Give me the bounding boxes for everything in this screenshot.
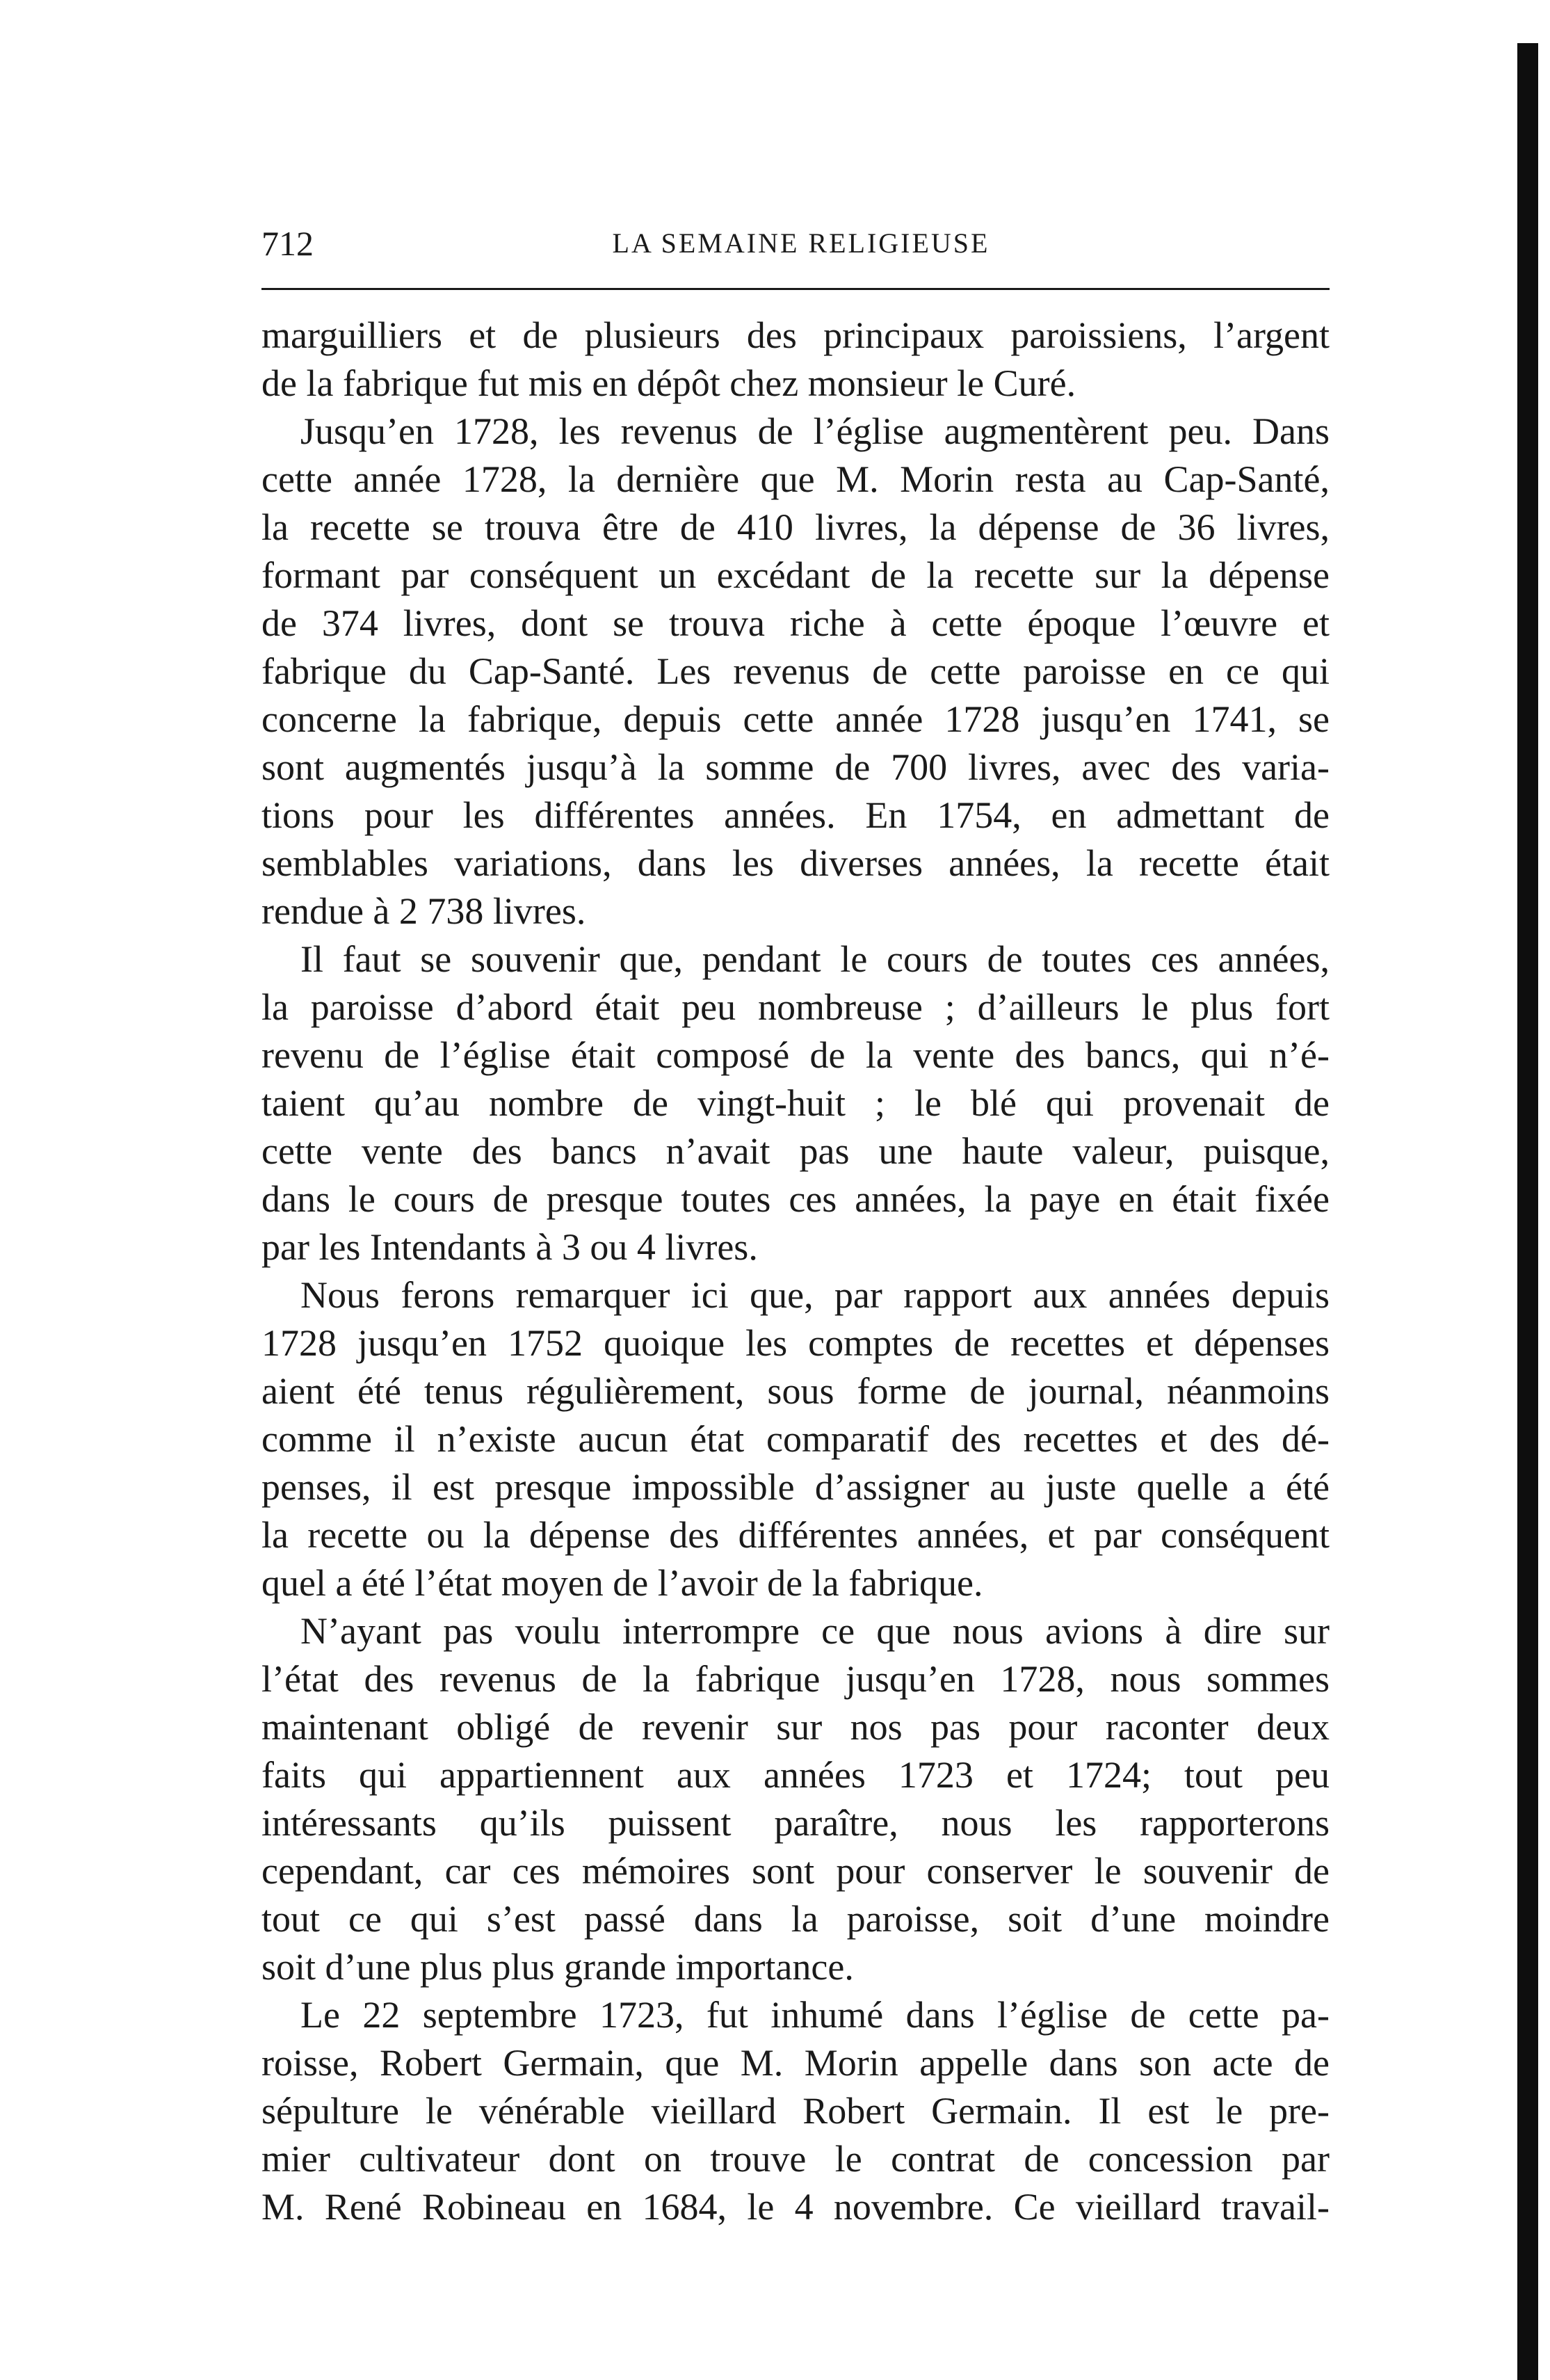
text-line: par les Intendants à 3 ou 4 livres. [261, 1226, 758, 1268]
text-line: sépulture le vénérable vieillard Robert Germain. Il est le pre- [261, 2090, 1330, 2132]
text-line: faits qui appartiennent aux années 1723 et 1724; tout peu [261, 1754, 1330, 1796]
paragraph [261, 408, 1330, 935]
text-line: taient qu’au nombre de vingt-huit ; le blé qui provenait de [261, 1082, 1330, 1124]
paragraph [261, 1991, 1330, 2231]
text-line: formant par conséquent un excédant de la recette sur la dépense [261, 554, 1330, 596]
text-line: fabrique du Cap-Santé. Les revenus de cette paroisse en ce qui [261, 650, 1330, 692]
text-line: cette année 1728, la dernière que M. Morin resta au Cap-Santé, [261, 458, 1330, 500]
text-line: marguilliers et de plusieurs des principaux paroissiens, l’argent [261, 314, 1330, 356]
text-line: la recette ou la dépense des différentes années, et par conséquent [261, 1514, 1330, 1556]
text-line: Il faut se souvenir que, pendant le cours de toutes ces années, [300, 938, 1330, 980]
paragraph [261, 1271, 1330, 1607]
text-line: soit d’une plus plus grande importance. [261, 1946, 854, 1988]
text-line: Le 22 septembre 1723, fut inhumé dans l’église de cette pa- [300, 1994, 1330, 2036]
text-line: penses, il est presque impossible d’assigner au juste quelle a été [261, 1466, 1330, 1508]
running-title: LA SEMAINE RELIGIEUSE [612, 227, 990, 259]
scan-edge-shadow [1517, 43, 1538, 2380]
header-rule [261, 288, 1330, 290]
text-line: cette vente des bancs n’avait pas une haute valeur, puisque, [261, 1130, 1330, 1172]
text-line: comme il n’existe aucun état comparatif des recettes et des dé- [261, 1418, 1330, 1460]
text-line: quel a été l’état moyen de l’avoir de la fabrique. [261, 1562, 983, 1604]
text-line: Jusqu’en 1728, les revenus de l’église augmentèrent peu. Dans [300, 410, 1330, 452]
text-line: 1728 jusqu’en 1752 quoique les comptes de recettes et dépenses [261, 1322, 1330, 1364]
text-line: la paroisse d’abord était peu nombreuse ; d’ailleurs le plus fort [261, 986, 1330, 1028]
text-line: semblables variations, dans les diverses années, la recette était [261, 842, 1330, 884]
paragraph [261, 312, 1330, 408]
text-line: intéressants qu’ils puissent paraître, nous les rapporterons [261, 1802, 1330, 1844]
text-line: de 374 livres, dont se trouva riche à cette époque l’œuvre et [261, 602, 1330, 644]
text-line: de la fabrique fut mis en dépôt chez monsieur le Curé. [261, 362, 1076, 404]
text-line: dans le cours de presque toutes ces années, la paye en était fixée [261, 1178, 1330, 1220]
paragraph [261, 1607, 1330, 1991]
text-line: M. René Robineau en 1684, le 4 novembre. Ce vieillard travail- [261, 2186, 1330, 2228]
text-line: maintenant obligé de revenir sur nos pas pour raconter deux [261, 1706, 1330, 1748]
text-line: revenu de l’église était composé de la vente des bancs, qui n’é- [261, 1034, 1330, 1076]
text-line: Nous ferons remarquer ici que, par rapport aux années depuis [300, 1274, 1330, 1316]
text-line: aient été tenus régulièrement, sous forme de journal, néanmoins [261, 1370, 1330, 1412]
body-text [261, 312, 1330, 2231]
text-line: roisse, Robert Germain, que M. Morin appelle dans son acte de [261, 2042, 1330, 2084]
text-line: tout ce qui s’est passé dans la paroisse, soit d’une moindre [261, 1898, 1330, 1940]
text-line: N’ayant pas voulu interrompre ce que nous avions à dire sur [300, 1610, 1330, 1652]
text-line: rendue à 2 738 livres. [261, 890, 586, 932]
page-number: 712 [261, 224, 314, 263]
text-line: sont augmentés jusqu’à la somme de 700 livres, avec des varia- [261, 746, 1330, 788]
text-line: la recette se trouva être de 410 livres, la dépense de 36 livres, [261, 506, 1330, 548]
text-line: cependant, car ces mémoires sont pour conserver le souvenir de [261, 1850, 1330, 1892]
text-line: tions pour les différentes années. En 1754, en admettant de [261, 794, 1330, 836]
text-line: concerne la fabrique, depuis cette année 1728 jusqu’en 1741, se [261, 698, 1330, 740]
paragraph [261, 935, 1330, 1271]
text-line: mier cultivateur dont on trouve le contrat de concession par [261, 2138, 1330, 2180]
text-line: l’état des revenus de la fabrique jusqu’en 1728, nous sommes [261, 1658, 1330, 1700]
